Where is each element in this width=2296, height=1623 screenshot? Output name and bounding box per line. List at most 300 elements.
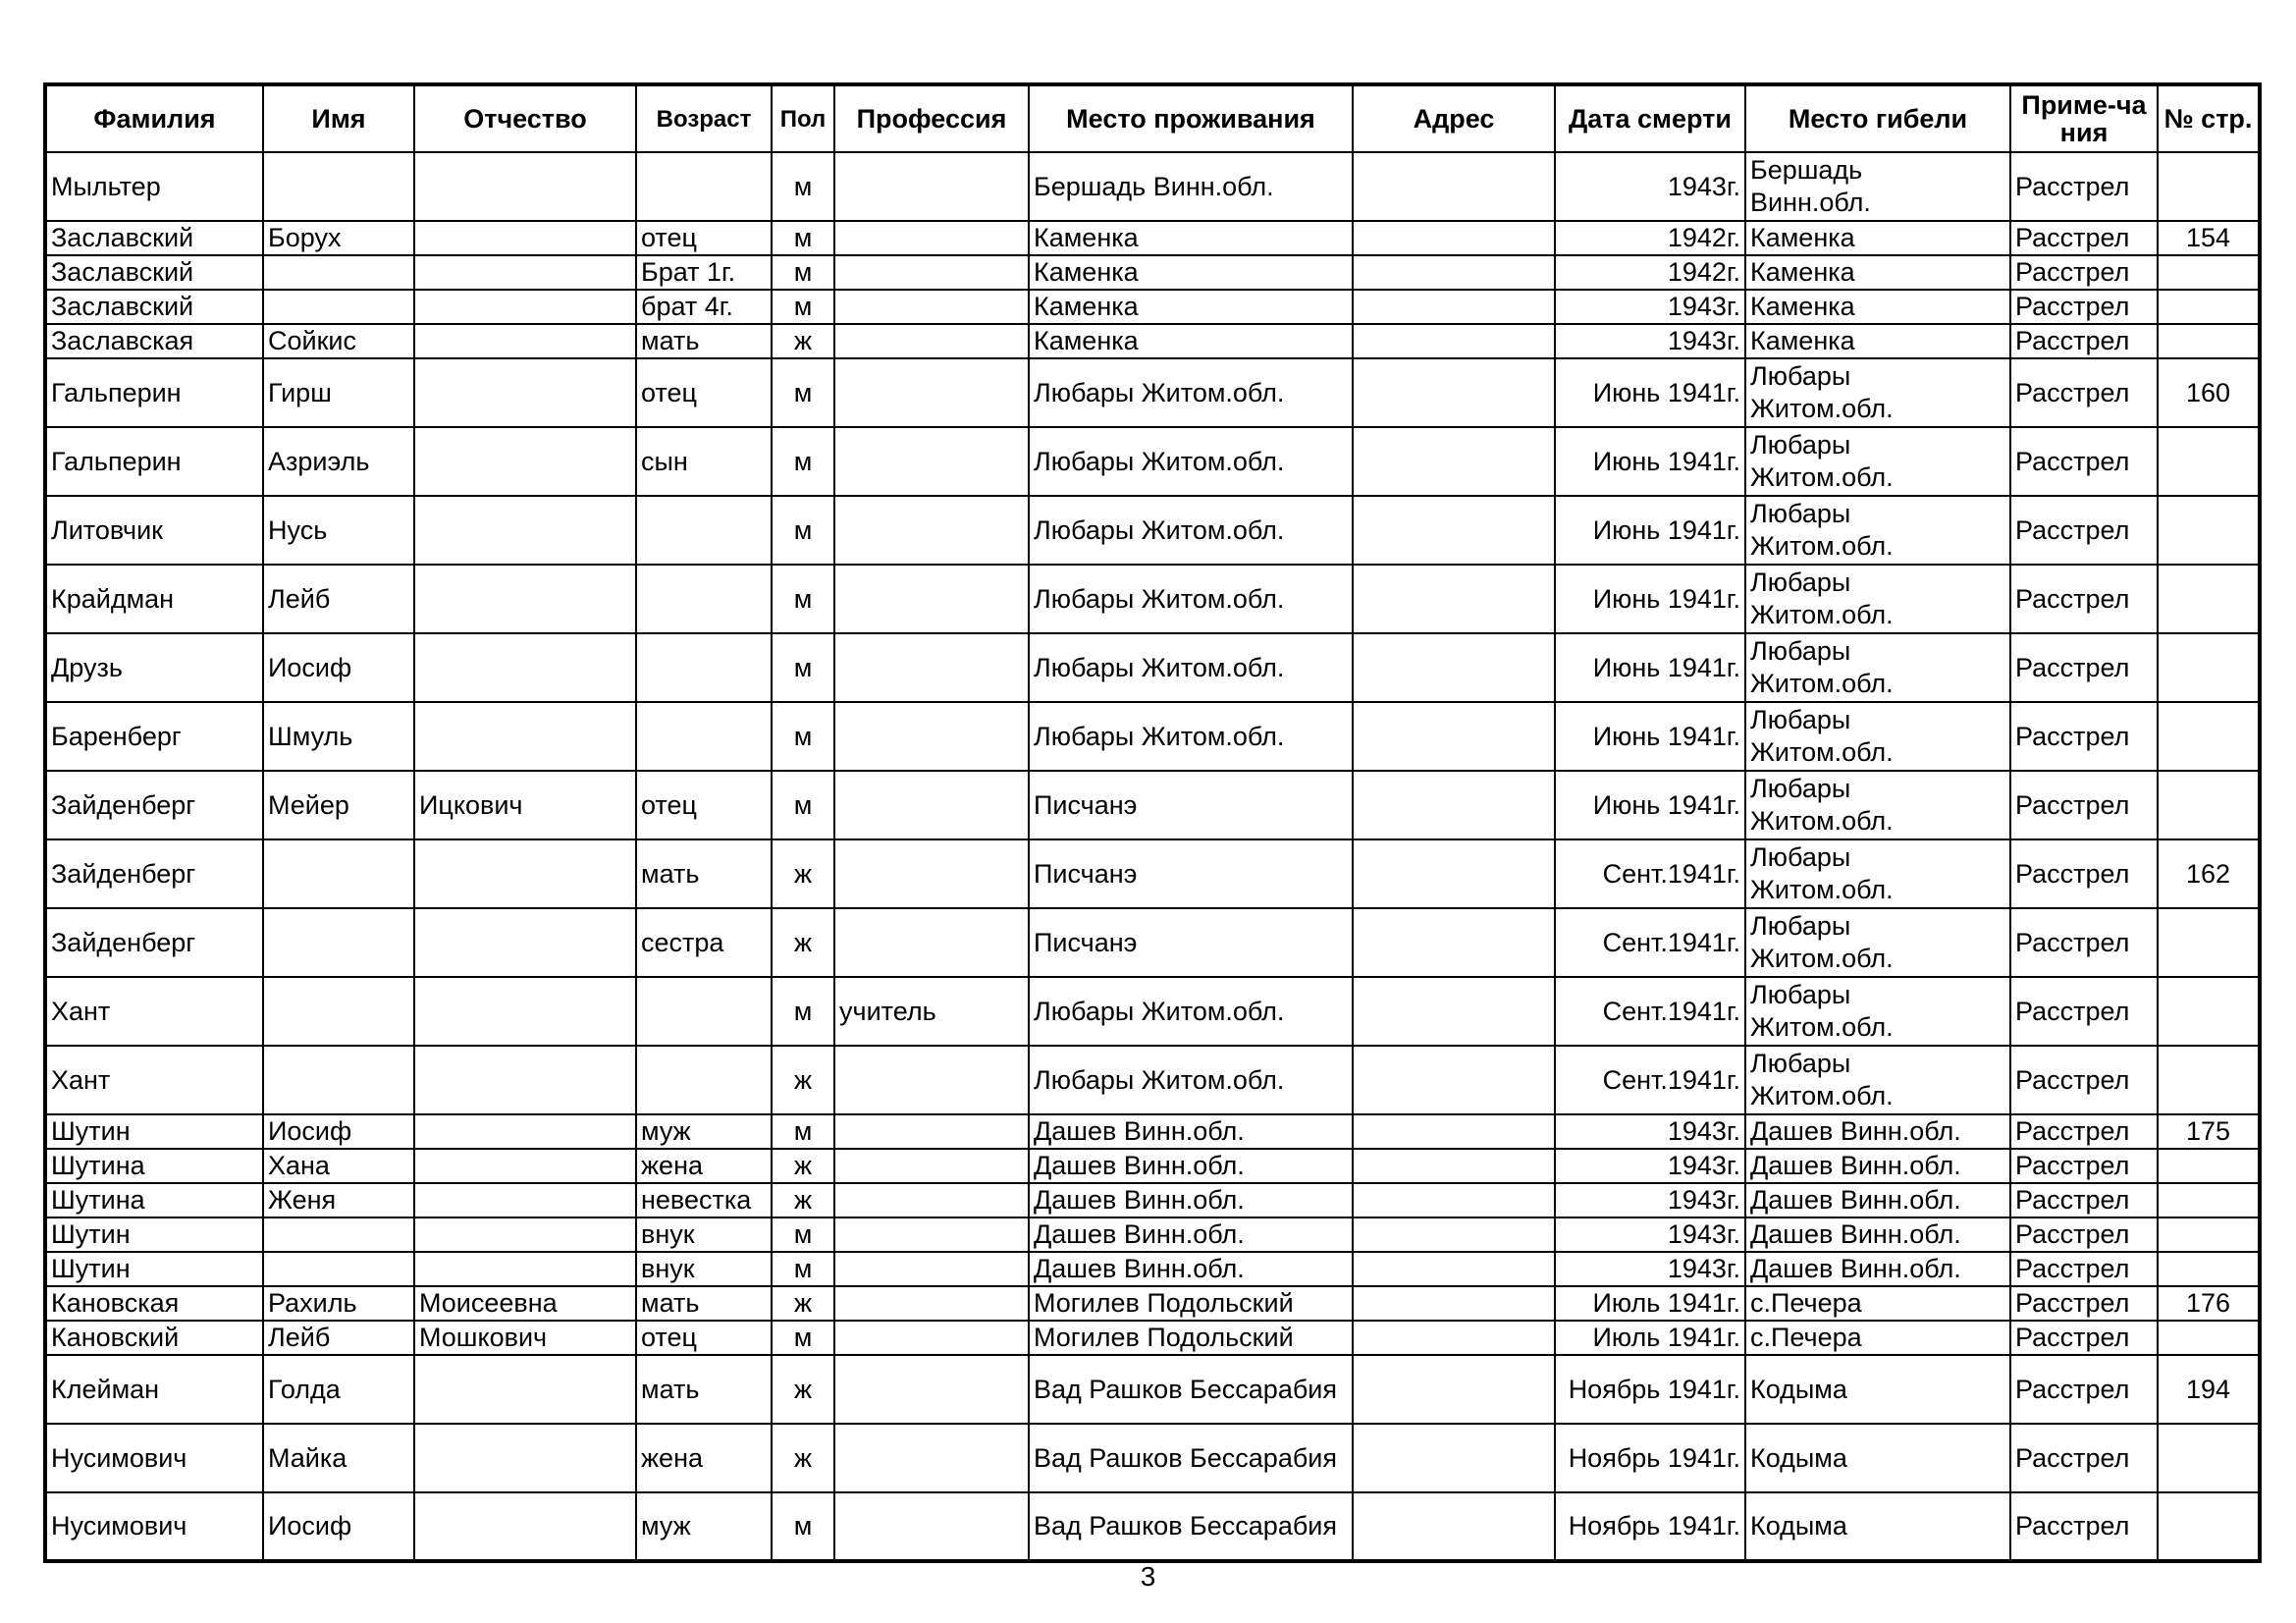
cell-residence: Вад Рашков Бессарабия [1029, 1355, 1353, 1424]
cell-sex: м [772, 427, 834, 496]
cell-age [636, 152, 772, 221]
table-row [45, 1217, 2260, 1252]
cell-patronymic [414, 358, 636, 427]
cell-first-name: Азриэль [263, 427, 414, 496]
cell-page-no [2158, 1321, 2260, 1355]
cell-first-name [263, 1252, 414, 1286]
cell-first-name: Иосиф [263, 1114, 414, 1149]
cell-first-name [263, 1046, 414, 1114]
cell-first-name: Женя [263, 1183, 414, 1217]
table-body [45, 152, 2260, 1561]
cell-surname: Мыльтер [45, 152, 263, 221]
cell-page-no [2158, 1252, 2260, 1286]
cell-age [636, 1046, 772, 1114]
cell-address [1353, 221, 1555, 255]
cell-death-place: Каменка [1745, 324, 2010, 358]
cell-notes: Расстрел [2010, 358, 2158, 427]
cell-surname: Шутин [45, 1217, 263, 1252]
cell-patronymic [414, 1149, 636, 1183]
cell-profession [834, 1046, 1029, 1114]
cell-surname: Шутина [45, 1183, 263, 1217]
cell-surname: Заславский [45, 221, 263, 255]
cell-sex: м [772, 152, 834, 221]
cell-patronymic [414, 1217, 636, 1252]
cell-page-no [2158, 496, 2260, 565]
cell-age [636, 633, 772, 702]
cell-sex: ж [772, 1046, 834, 1114]
cell-first-name: Лейб [263, 565, 414, 633]
cell-age: невестка [636, 1183, 772, 1217]
cell-notes: Расстрел [2010, 977, 2158, 1046]
cell-age [636, 496, 772, 565]
cell-profession [834, 1321, 1029, 1355]
cell-notes: Расстрел [2010, 1492, 2158, 1561]
cell-death-date: Ноябрь 1941г. [1555, 1492, 1745, 1561]
cell-death-date: 1943г. [1555, 1252, 1745, 1286]
header-notes: Приме-чания [2010, 84, 2158, 152]
cell-page-no [2158, 1183, 2260, 1217]
cell-patronymic [414, 1046, 636, 1114]
table-row [45, 565, 2260, 633]
cell-patronymic [414, 1424, 636, 1492]
cell-age: внук [636, 1252, 772, 1286]
cell-residence: Вад Рашков Бессарабия [1029, 1492, 1353, 1561]
cell-age: отец [636, 1321, 772, 1355]
cell-sex: м [772, 1217, 834, 1252]
header-patronymic: Отчество [414, 84, 636, 152]
cell-page-no [2158, 633, 2260, 702]
cell-patronymic [414, 1355, 636, 1424]
cell-death-place: Каменка [1745, 290, 2010, 324]
cell-patronymic [414, 633, 636, 702]
cell-address [1353, 496, 1555, 565]
cell-death-date: Июнь 1941г. [1555, 496, 1745, 565]
cell-sex: ж [772, 1183, 834, 1217]
cell-first-name [263, 977, 414, 1046]
cell-sex: м [772, 221, 834, 255]
cell-profession [834, 221, 1029, 255]
cell-page-no [2158, 1217, 2260, 1252]
cell-address [1353, 908, 1555, 977]
cell-age: отец [636, 358, 772, 427]
cell-death-place: Любары Житом.обл. [1745, 771, 2010, 839]
cell-notes: Расстрел [2010, 839, 2158, 908]
cell-age [636, 977, 772, 1046]
cell-age: брат 4г. [636, 290, 772, 324]
cell-age: внук [636, 1217, 772, 1252]
cell-sex: м [772, 255, 834, 290]
cell-notes: Расстрел [2010, 427, 2158, 496]
cell-death-place: Кодыма [1745, 1492, 2010, 1561]
cell-sex: м [772, 565, 834, 633]
cell-surname: Шутин [45, 1252, 263, 1286]
table-row [45, 1183, 2260, 1217]
cell-first-name [263, 152, 414, 221]
cell-death-date: 1942г. [1555, 255, 1745, 290]
cell-residence: Дашев Винн.обл. [1029, 1252, 1353, 1286]
cell-patronymic [414, 908, 636, 977]
cell-address [1353, 1355, 1555, 1424]
table-row [45, 1149, 2260, 1183]
cell-sex: ж [772, 1149, 834, 1183]
cell-death-date: Июнь 1941г. [1555, 427, 1745, 496]
header-age: Возраст [636, 84, 772, 152]
cell-age: Брат 1г. [636, 255, 772, 290]
cell-profession [834, 1424, 1029, 1492]
cell-page-no [2158, 977, 2260, 1046]
cell-profession [834, 152, 1029, 221]
cell-profession [834, 771, 1029, 839]
cell-death-place: Дашев Винн.обл. [1745, 1217, 2010, 1252]
cell-first-name: Иосиф [263, 1492, 414, 1561]
cell-age: мать [636, 324, 772, 358]
cell-surname: Зайденберг [45, 771, 263, 839]
cell-death-place: Любары Житом.обл. [1745, 977, 2010, 1046]
cell-residence: Любары Житом.обл. [1029, 565, 1353, 633]
cell-surname: Гальперин [45, 427, 263, 496]
cell-address [1353, 1149, 1555, 1183]
table-row [45, 1114, 2260, 1149]
header-death-place: Место гибели [1745, 84, 2010, 152]
cell-first-name: Борух [263, 221, 414, 255]
cell-first-name: Майка [263, 1424, 414, 1492]
cell-address [1353, 771, 1555, 839]
cell-death-date: Сент.1941г. [1555, 1046, 1745, 1114]
cell-patronymic [414, 1492, 636, 1561]
cell-page-no: 160 [2158, 358, 2260, 427]
cell-age: отец [636, 221, 772, 255]
cell-page-no [2158, 1492, 2260, 1561]
cell-patronymic [414, 702, 636, 771]
header-death-date: Дата смерти [1555, 84, 1745, 152]
cell-surname: Друзь [45, 633, 263, 702]
cell-first-name [263, 255, 414, 290]
cell-death-place: Бершадь Винн.обл. [1745, 152, 2010, 221]
cell-sex: м [772, 702, 834, 771]
cell-residence: Бершадь Винн.обл. [1029, 152, 1353, 221]
victims-table [43, 82, 2262, 1563]
cell-first-name: Гирш [263, 358, 414, 427]
cell-surname: Хант [45, 1046, 263, 1114]
header-profession: Профессия [834, 84, 1029, 152]
table-row [45, 702, 2260, 771]
cell-sex: м [772, 633, 834, 702]
cell-sex: ж [772, 1355, 834, 1424]
cell-residence: Каменка [1029, 255, 1353, 290]
cell-residence: Вад Рашков Бессарабия [1029, 1424, 1353, 1492]
cell-residence: Писчанэ [1029, 839, 1353, 908]
cell-patronymic [414, 221, 636, 255]
header-first-name: Имя [263, 84, 414, 152]
table-row [45, 496, 2260, 565]
cell-patronymic: Ицкович [414, 771, 636, 839]
cell-death-place: Любары Житом.обл. [1745, 496, 2010, 565]
cell-patronymic [414, 255, 636, 290]
table-row [45, 324, 2260, 358]
cell-notes: Расстрел [2010, 290, 2158, 324]
cell-page-no [2158, 702, 2260, 771]
cell-residence: Любары Житом.обл. [1029, 1046, 1353, 1114]
cell-sex: ж [772, 839, 834, 908]
cell-surname: Зайденберг [45, 839, 263, 908]
cell-page-no [2158, 1046, 2260, 1114]
cell-residence: Каменка [1029, 324, 1353, 358]
cell-sex: м [772, 1252, 834, 1286]
cell-page-no [2158, 255, 2260, 290]
cell-profession [834, 427, 1029, 496]
cell-page-no [2158, 771, 2260, 839]
cell-patronymic [414, 839, 636, 908]
cell-profession [834, 290, 1029, 324]
cell-first-name: Голда [263, 1355, 414, 1424]
cell-residence: Дашев Винн.обл. [1029, 1217, 1353, 1252]
cell-age [636, 565, 772, 633]
cell-death-place: Любары Житом.обл. [1745, 358, 2010, 427]
cell-death-place: Кодыма [1745, 1355, 2010, 1424]
cell-address [1353, 977, 1555, 1046]
cell-surname: Клейман [45, 1355, 263, 1424]
cell-age: мать [636, 1355, 772, 1424]
cell-address [1353, 358, 1555, 427]
cell-residence: Могилев Подольский [1029, 1286, 1353, 1321]
cell-profession [834, 839, 1029, 908]
cell-patronymic [414, 565, 636, 633]
cell-residence: Любары Житом.обл. [1029, 427, 1353, 496]
cell-residence: Дашев Винн.обл. [1029, 1114, 1353, 1149]
cell-surname: Хант [45, 977, 263, 1046]
cell-death-date: Сент.1941г. [1555, 977, 1745, 1046]
cell-sex: м [772, 290, 834, 324]
cell-patronymic [414, 324, 636, 358]
cell-residence: Любары Житом.обл. [1029, 977, 1353, 1046]
cell-death-date: Сент.1941г. [1555, 908, 1745, 977]
header-page-no: № стр. [2158, 84, 2260, 152]
cell-residence: Дашев Винн.обл. [1029, 1149, 1353, 1183]
cell-age: муж [636, 1114, 772, 1149]
cell-death-date: Июнь 1941г. [1555, 771, 1745, 839]
cell-notes: Расстрел [2010, 1114, 2158, 1149]
cell-patronymic [414, 496, 636, 565]
cell-surname: Заславский [45, 255, 263, 290]
cell-patronymic [414, 1114, 636, 1149]
cell-first-name: Рахиль [263, 1286, 414, 1321]
cell-death-date: 1943г. [1555, 152, 1745, 221]
cell-page-no [2158, 1149, 2260, 1183]
cell-notes: Расстрел [2010, 565, 2158, 633]
cell-death-place: Дашев Винн.обл. [1745, 1252, 2010, 1286]
cell-page-no [2158, 908, 2260, 977]
cell-profession [834, 496, 1029, 565]
cell-sex: м [772, 1492, 834, 1561]
cell-address [1353, 839, 1555, 908]
cell-residence: Любары Житом.обл. [1029, 496, 1353, 565]
table-row [45, 1286, 2260, 1321]
cell-first-name: Сойкис [263, 324, 414, 358]
cell-address [1353, 565, 1555, 633]
cell-notes: Расстрел [2010, 1424, 2158, 1492]
cell-address [1353, 1183, 1555, 1217]
page-number: 3 [1140, 1561, 1156, 1592]
cell-profession [834, 255, 1029, 290]
cell-address [1353, 633, 1555, 702]
cell-notes: Расстрел [2010, 908, 2158, 977]
table-row [45, 839, 2260, 908]
cell-death-date: 1943г. [1555, 1149, 1745, 1183]
cell-address [1353, 152, 1555, 221]
cell-profession [834, 358, 1029, 427]
cell-sex: м [772, 358, 834, 427]
cell-surname: Нусимович [45, 1424, 263, 1492]
cell-death-date: 1943г. [1555, 324, 1745, 358]
cell-sex: м [772, 1321, 834, 1355]
cell-notes: Расстрел [2010, 221, 2158, 255]
cell-death-place: Каменка [1745, 221, 2010, 255]
cell-address [1353, 1492, 1555, 1561]
cell-death-date: Июль 1941г. [1555, 1321, 1745, 1355]
cell-surname: Кановская [45, 1286, 263, 1321]
cell-surname: Нусимович [45, 1492, 263, 1561]
cell-sex: м [772, 771, 834, 839]
cell-first-name [263, 839, 414, 908]
table-row [45, 1355, 2260, 1424]
table-row [45, 255, 2260, 290]
cell-death-date: 1943г. [1555, 1183, 1745, 1217]
cell-death-date: Июль 1941г. [1555, 1286, 1745, 1321]
cell-profession [834, 908, 1029, 977]
cell-notes: Расстрел [2010, 1252, 2158, 1286]
table-row [45, 1424, 2260, 1492]
cell-profession [834, 1114, 1029, 1149]
table-row [45, 771, 2260, 839]
cell-surname: Кановский [45, 1321, 263, 1355]
cell-sex: ж [772, 1424, 834, 1492]
cell-patronymic: Моисеевна [414, 1286, 636, 1321]
header-residence: Место проживания [1029, 84, 1353, 152]
cell-notes: Расстрел [2010, 771, 2158, 839]
cell-address [1353, 1321, 1555, 1355]
cell-death-date: Июнь 1941г. [1555, 565, 1745, 633]
cell-notes: Расстрел [2010, 496, 2158, 565]
cell-page-no [2158, 290, 2260, 324]
cell-notes: Расстрел [2010, 1355, 2158, 1424]
cell-sex: м [772, 496, 834, 565]
table-row [45, 358, 2260, 427]
cell-death-place: Дашев Винн.обл. [1745, 1183, 2010, 1217]
cell-address [1353, 290, 1555, 324]
cell-first-name: Лейб [263, 1321, 414, 1355]
cell-death-date: 1943г. [1555, 1114, 1745, 1149]
cell-page-no [2158, 152, 2260, 221]
cell-death-place: Любары Житом.обл. [1745, 702, 2010, 771]
cell-address [1353, 427, 1555, 496]
cell-profession [834, 324, 1029, 358]
cell-sex: ж [772, 908, 834, 977]
cell-page-no: 176 [2158, 1286, 2260, 1321]
cell-notes: Расстрел [2010, 702, 2158, 771]
cell-surname: Заславская [45, 324, 263, 358]
cell-residence: Любары Житом.обл. [1029, 702, 1353, 771]
cell-surname: Заславский [45, 290, 263, 324]
cell-death-date: Сент.1941г. [1555, 839, 1745, 908]
cell-first-name: Иосиф [263, 633, 414, 702]
cell-page-no: 162 [2158, 839, 2260, 908]
table-row [45, 1321, 2260, 1355]
cell-first-name [263, 908, 414, 977]
cell-address [1353, 1217, 1555, 1252]
cell-patronymic [414, 977, 636, 1046]
cell-residence: Каменка [1029, 221, 1353, 255]
cell-surname: Шутина [45, 1149, 263, 1183]
header-surname: Фамилия [45, 84, 263, 152]
table-row [45, 1252, 2260, 1286]
cell-death-place: Любары Житом.обл. [1745, 908, 2010, 977]
cell-age: сын [636, 427, 772, 496]
cell-death-date: Июнь 1941г. [1555, 702, 1745, 771]
cell-patronymic: Мошкович [414, 1321, 636, 1355]
cell-patronymic [414, 290, 636, 324]
cell-first-name: Шмуль [263, 702, 414, 771]
table-row [45, 152, 2260, 221]
cell-first-name: Нусь [263, 496, 414, 565]
cell-sex: ж [772, 324, 834, 358]
cell-profession [834, 1252, 1029, 1286]
cell-address [1353, 324, 1555, 358]
header-sex: Пол [772, 84, 834, 152]
cell-surname: Крайдман [45, 565, 263, 633]
cell-profession [834, 565, 1029, 633]
cell-death-place: Любары Житом.обл. [1745, 839, 2010, 908]
cell-death-place: Дашев Винн.обл. [1745, 1114, 2010, 1149]
cell-profession [834, 1217, 1029, 1252]
cell-profession [834, 633, 1029, 702]
table-row [45, 1492, 2260, 1561]
cell-profession: учитель [834, 977, 1029, 1046]
table-row [45, 427, 2260, 496]
cell-death-place: Кодыма [1745, 1424, 2010, 1492]
table-row [45, 221, 2260, 255]
cell-sex: м [772, 1114, 834, 1149]
cell-death-place: Любары Житом.обл. [1745, 1046, 2010, 1114]
cell-death-place: Дашев Винн.обл. [1745, 1149, 2010, 1183]
cell-age: мать [636, 1286, 772, 1321]
cell-page-no [2158, 565, 2260, 633]
cell-first-name [263, 290, 414, 324]
cell-notes: Расстрел [2010, 1217, 2158, 1252]
cell-address [1353, 255, 1555, 290]
cell-sex: ж [772, 1286, 834, 1321]
cell-residence: Каменка [1029, 290, 1353, 324]
cell-patronymic [414, 1183, 636, 1217]
cell-sex: м [772, 977, 834, 1046]
cell-residence: Писчанэ [1029, 908, 1353, 977]
cell-surname: Литовчик [45, 496, 263, 565]
table-row [45, 1046, 2260, 1114]
cell-age: мать [636, 839, 772, 908]
cell-profession [834, 1492, 1029, 1561]
cell-notes: Расстрел [2010, 324, 2158, 358]
cell-first-name: Мейер [263, 771, 414, 839]
cell-address [1353, 1046, 1555, 1114]
cell-address [1353, 702, 1555, 771]
cell-surname: Гальперин [45, 358, 263, 427]
cell-address [1353, 1424, 1555, 1492]
cell-death-place: Каменка [1745, 255, 2010, 290]
cell-residence: Писчанэ [1029, 771, 1353, 839]
cell-age: жена [636, 1424, 772, 1492]
cell-death-place: Любары Житом.обл. [1745, 427, 2010, 496]
cell-page-no [2158, 427, 2260, 496]
cell-page-no: 194 [2158, 1355, 2260, 1424]
